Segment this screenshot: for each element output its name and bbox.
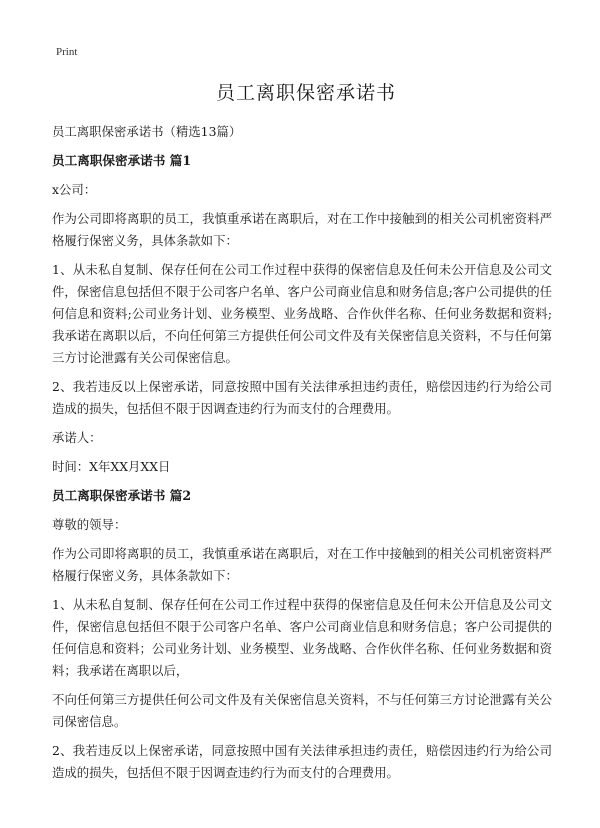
section-1-intro: 作为公司即将离职的员工，我慎重承诺在离职后，对在工作中接触到的相关公司机密资料严格履行保密义务，具体条款如下： [52, 211, 552, 248]
section-1-addressee: x公司： [52, 182, 97, 197]
section-2-intro: 作为公司即将离职的员工，我慎重承诺在离职后，对在工作中接触到的相关公司机密资料严格履行保密义务，具体条款如下： [52, 546, 552, 583]
section-1-date: 时间：X年XX月XX日 [52, 459, 171, 474]
document-title: 员工离职保密承诺书 [215, 82, 396, 104]
section-2-heading: 员工离职保密承诺书 篇2 [52, 488, 192, 503]
print-link[interactable]: Print [56, 46, 78, 58]
section-2-item-1-continued: 不向任何第三方提供任何公司文件及有关保密信息关资料，不与任何第三方讨论泄露有关公司保密信息。 [52, 692, 552, 729]
section-2-item-2: 2、我若违反以上保密承诺，同意按照中国有关法律承担违约责任，赔偿因违约行为给公司造成的损失，包括但不限于因调查违约行为而支付的合理费用。 [52, 743, 552, 780]
section-1-item-2: 2、我若违反以上保密承诺，同意按照中国有关法律承担违约责任，赔偿因违约行为给公司造成的损失，包括但不限于因调查违约行为而支付的合理费用。 [52, 379, 552, 416]
section-1-heading: 员工离职保密承诺书 篇1 [52, 153, 192, 168]
document-body [52, 78, 552, 791]
section-1-signer: 承诺人： [52, 430, 102, 445]
section-2-item-1: 1、从未私自复制、保存任何在公司工作过程中获得的保密信息及任何未公开信息及公司文件，保密信息包括但不限于公司客户名单、客户公司商业信息和财务信息；客户公司提供的任何信息和资料；公司业务计划、业务模型、业务战略、合作伙伴名称、任何业务数据和资料；我承诺在离职以后， [52, 597, 552, 678]
section-2-addressee: 尊敬的领导： [52, 517, 127, 532]
document-subtitle: 员工离职保密承诺书（精选13篇） [52, 124, 242, 139]
section-1-item-1: 1、从未私自复制、保存任何在公司工作过程中获得的保密信息及任何未公开信息及公司文件，保密信息包括但不限于公司客户名单、客户公司商业信息和财务信息;客户公司提供的任何信息和资料;公司业务计划、业务模型、业务战略、合作伙伴名称、任何业务数据和资料;我承诺在离职以后，不向任何第三方提供任何公司文件及有关保密信息关资料，不与任何第三方讨论泄露有关公司保密信息。 [52, 262, 552, 365]
